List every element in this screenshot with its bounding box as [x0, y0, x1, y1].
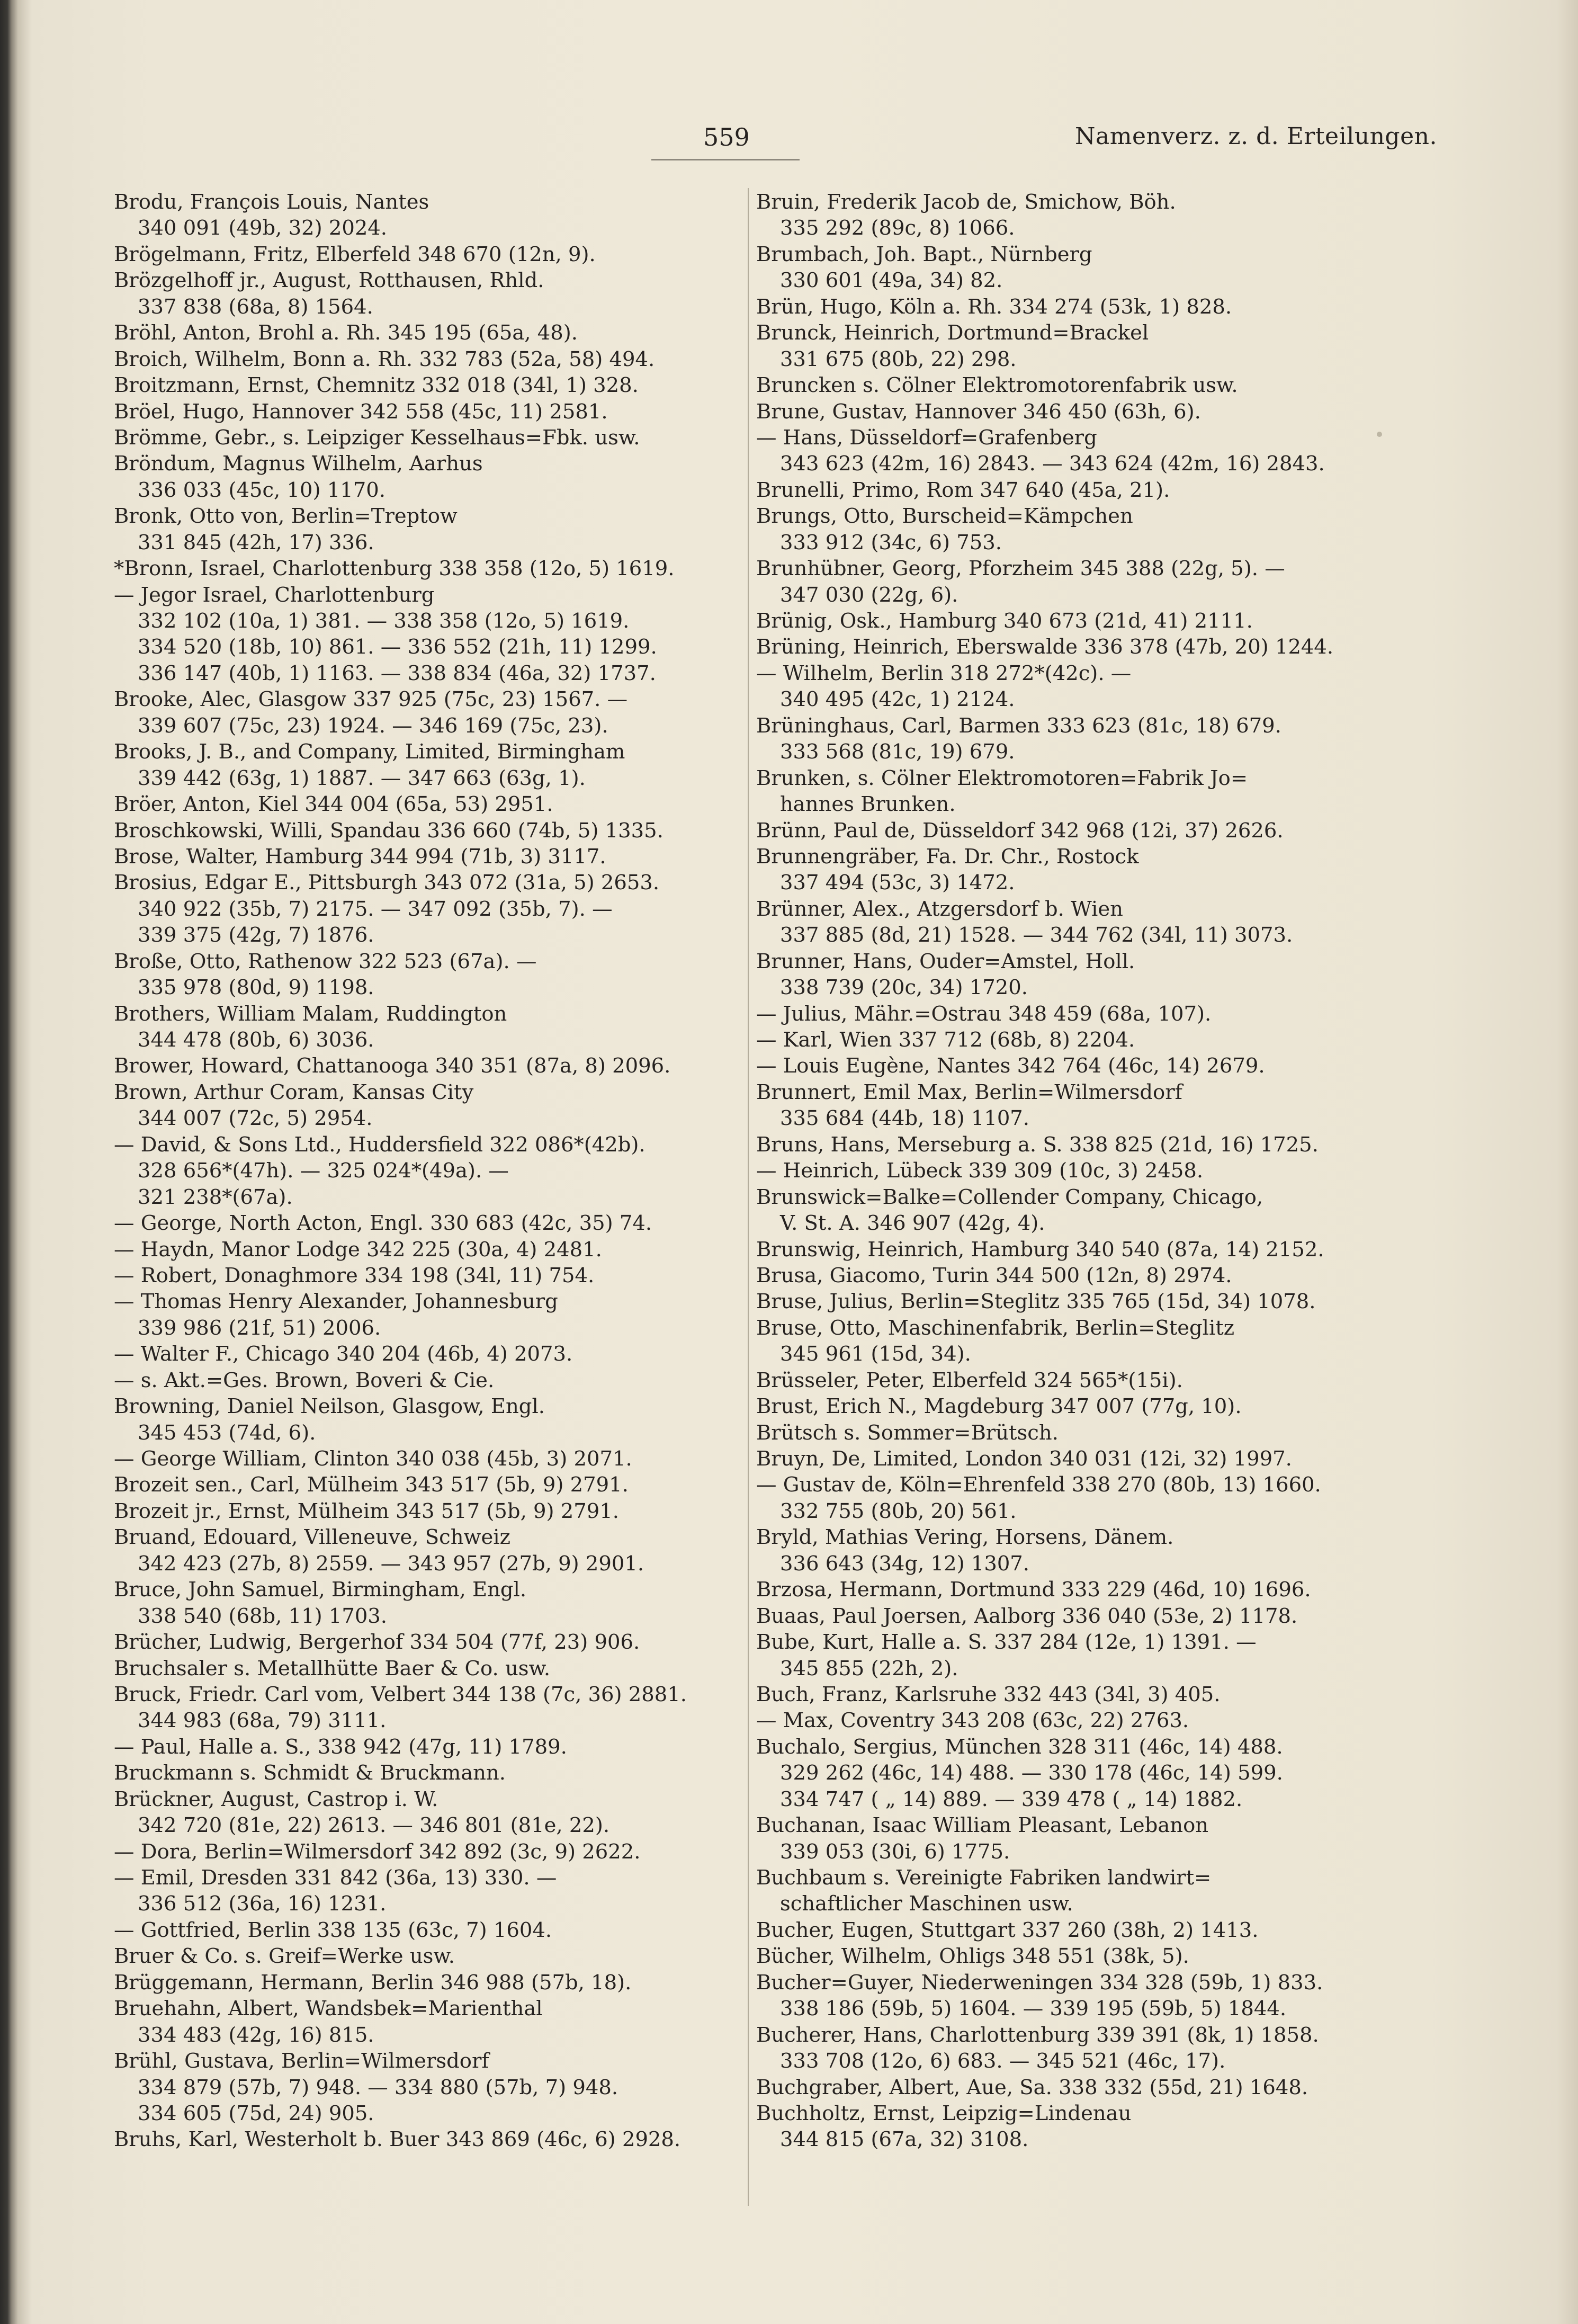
entry-continuation-line: 336 147 (40b, 1) 1163. — 338 834 (46a, 32) 1737.	[138, 661, 656, 685]
entry-line: Brune, Gustav, Hannover 346 450 (63h, 6).	[756, 399, 1201, 424]
entry-continuation-line: 342 720 (81e, 22) 2613. — 346 801 (81e, 22).	[138, 1813, 610, 1838]
entry-line: Brückner, August, Castrop i. W.	[114, 1787, 438, 1811]
entry-continuation-line: 344 983 (68a, 79) 3111.	[138, 1709, 387, 1733]
entry-line: Brungs, Otto, Burscheid=Kämpchen	[756, 504, 1133, 529]
entry-line: — George William, Clinton 340 038 (45b, 3) 2071.	[114, 1447, 632, 1471]
entry-continuation-line: 340 091 (49b, 32) 2024.	[138, 216, 388, 240]
entry-line: Bucher=Guyer, Niederweningen 334 328 (59b, 1) 833.	[756, 1970, 1323, 1995]
entry-line: Brooks, J. B., and Company, Limited, Birmingham	[114, 740, 625, 764]
entry-continuation-line: 343 623 (42m, 16) 2843. — 343 624 (42m, 16) 2843.	[780, 452, 1325, 476]
entry-line: Brown, Arthur Coram, Kansas City	[114, 1080, 474, 1104]
entry-continuation-line: 344 007 (72c, 5) 2954.	[138, 1106, 373, 1131]
entry-line: Bronk, Otto von, Berlin=Treptow	[114, 504, 458, 529]
entry-continuation-line: 339 607 (75c, 23) 1924. — 346 169 (75c, 23).	[138, 713, 608, 738]
entry-line: Broich, Wilhelm, Bonn a. Rh. 332 783 (52a, 58) 494.	[114, 347, 655, 371]
entry-continuation-line: 337 494 (53c, 3) 1472.	[780, 871, 1015, 895]
entry-continuation-line: 339 442 (63g, 1) 1887. — 347 663 (63g, 1).	[138, 766, 586, 790]
entry-continuation-line: 338 186 (59b, 5) 1604. — 339 195 (59b, 5) 1844.	[780, 1997, 1287, 2021]
entry-line: — Wilhelm, Berlin 318 272*(42c). —	[756, 661, 1132, 685]
entry-line: Brunnengräber, Fa. Dr. Chr., Rostock	[756, 844, 1139, 869]
entry-line: Brüsseler, Peter, Elberfeld 324 565*(15i).	[756, 1368, 1183, 1392]
entry-continuation-line: 334 483 (42g, 16) 815.	[138, 2023, 374, 2047]
entry-line: Buaas, Paul Joersen, Aalborg 336 040 (53e, 2) 1178.	[756, 1604, 1298, 1628]
entry-continuation-line: 329 262 (46c, 14) 488. — 330 178 (46c, 14) 599.	[780, 1761, 1283, 1785]
entry-line: Brunken, s. Cölner Elektromotoren=Fabrik Jo=	[756, 766, 1248, 790]
entry-line: Brodu, François Louis, Nantes	[114, 190, 429, 214]
entry-line: Brühl, Gustava, Berlin=Wilmersdorf	[114, 2049, 489, 2073]
entry-line: Bruse, Otto, Maschinenfabrik, Berlin=Steglitz	[756, 1316, 1235, 1340]
entry-line: — Karl, Wien 337 712 (68b, 8) 2204.	[756, 1028, 1135, 1052]
entry-line: Bröndum, Magnus Wilhelm, Aarhus	[114, 452, 483, 476]
entry-continuation-line: 333 568 (81c, 19) 679.	[780, 740, 1015, 764]
entry-continuation-line: 331 675 (80b, 22) 298.	[780, 347, 1017, 371]
entry-line: Brower, Howard, Chattanooga 340 351 (87a, 8) 2096.	[114, 1054, 671, 1078]
entry-continuation-line: 337 838 (68a, 8) 1564.	[138, 294, 373, 319]
entry-line: — Walter F., Chicago 340 204 (46b, 4) 2073.	[114, 1342, 573, 1366]
entry-line: Buchholtz, Ernst, Leipzig=Lindenau	[756, 2101, 1132, 2125]
entry-continuation-line: hannes Brunken.	[780, 792, 956, 817]
entry-line: Brust, Erich N., Magdeburg 347 007 (77g, 10).	[756, 1395, 1242, 1419]
entry-line: — George, North Acton, Engl. 330 683 (42c, 35) 74.	[114, 1211, 652, 1236]
entry-continuation-line: 345 855 (22h, 2).	[780, 1656, 958, 1681]
entry-line: Bruyn, De, Limited, London 340 031 (12i, 32) 1997.	[756, 1447, 1292, 1471]
entry-line: Bruand, Edouard, Villeneuve, Schweiz	[114, 1525, 510, 1550]
entry-line: — Louis Eugène, Nantes 342 764 (46c, 14) 2679.	[756, 1054, 1265, 1078]
column-divider	[748, 188, 749, 2206]
entry-line: Broschkowski, Willi, Spandau 336 660 (74b, 5) 1335.	[114, 818, 664, 843]
entry-continuation-line: 339 375 (42g, 7) 1876.	[138, 923, 374, 948]
entry-line: — Robert, Donaghmore 334 198 (34l, 11) 754.	[114, 1263, 595, 1288]
entry-continuation-line: 340 922 (35b, 7) 2175. — 347 092 (35b, 7). —	[138, 897, 613, 921]
entry-line: Bruehahn, Albert, Wandsbek=Marienthal	[114, 1997, 543, 2021]
entry-continuation-line: 347 030 (22g, 6).	[780, 583, 958, 607]
entry-line: Bröel, Hugo, Hannover 342 558 (45c, 11) 2581.	[114, 399, 608, 424]
entry-line: — s. Akt.=Ges. Brown, Boveri & Cie.	[114, 1368, 495, 1392]
entry-line: — Paul, Halle a. S., 338 942 (47g, 11) 1789.	[114, 1735, 567, 1759]
entry-line: Bruhs, Karl, Westerholt b. Buer 343 869 (46c, 6) 2928.	[114, 2128, 681, 2152]
entry-line: Brunelli, Primo, Rom 347 640 (45a, 21).	[756, 478, 1170, 502]
entry-line: Brütsch s. Sommer=Brütsch.	[756, 1420, 1059, 1445]
entry-line: — Gustav de, Köln=Ehrenfeld 338 270 (80b, 13) 1660.	[756, 1473, 1321, 1497]
entry-continuation-line: 330 601 (49a, 34) 82.	[780, 269, 1003, 293]
entry-continuation-line: 344 815 (67a, 32) 3108.	[780, 2128, 1029, 2152]
entry-line: Brüninghaus, Carl, Barmen 333 623 (81c, 18) 679.	[756, 713, 1281, 738]
entry-line: Brose, Walter, Hamburg 344 994 (71b, 3) 3117.	[114, 844, 606, 869]
entry-line: — Max, Coventry 343 208 (63c, 22) 2763.	[756, 1709, 1189, 1733]
entry-line: Brömme, Gebr., s. Leipziger Kesselhaus=Fbk. usw.	[114, 425, 640, 450]
page-header	[0, 123, 1578, 160]
entry-line: Brumbach, Joh. Bapt., Nürnberg	[756, 242, 1092, 266]
left-column	[114, 189, 728, 2153]
entry-line: Bruck, Friedr. Carl vom, Velbert 344 138 (7c, 36) 2881.	[114, 1682, 687, 1706]
entry-line: Brunswick=Balke=Collender Company, Chicago,	[756, 1185, 1263, 1209]
entry-line: Bube, Kurt, Halle a. S. 337 284 (12e, 1) 1391. —	[756, 1630, 1257, 1655]
entry-continuation-line: 321 238*(67a).	[138, 1185, 293, 1209]
entry-continuation-line: 335 684 (44b, 18) 1107.	[780, 1106, 1030, 1131]
entry-line: Brunswig, Heinrich, Hamburg 340 540 (87a, 14) 2152.	[756, 1237, 1324, 1262]
entry-continuation-line: 344 478 (80b, 6) 3036.	[138, 1028, 374, 1052]
entry-line: Bryld, Mathias Vering, Horsens, Dänem.	[756, 1525, 1174, 1550]
entry-line: Buch, Franz, Karlsruhe 332 443 (34l, 3) 405.	[756, 1682, 1221, 1706]
entry-line: Browning, Daniel Neilson, Glasgow, Engl.	[114, 1395, 545, 1419]
entry-line: — Thomas Henry Alexander, Johannesburg	[114, 1290, 558, 1314]
entry-line: Brüning, Heinrich, Eberswalde 336 378 (47b, 20) 1244.	[756, 635, 1334, 659]
entry-line: Brothers, William Malam, Ruddington	[114, 1002, 507, 1026]
entry-continuation-line: 345 961 (15d, 34).	[780, 1342, 971, 1366]
entry-continuation-line: 334 605 (75d, 24) 905.	[138, 2101, 374, 2125]
entry-line: Brooke, Alec, Glasgow 337 925 (75c, 23) 1567. —	[114, 687, 628, 712]
entry-continuation-line: 334 747 ( „ 14) 889. — 339 478 ( „ 14) 1882.	[780, 1787, 1243, 1811]
entry-line: Brözgelhoff jr., August, Rotthausen, Rhld.	[114, 269, 544, 293]
right-column	[756, 189, 1378, 2153]
entry-continuation-line: 332 102 (10a, 1) 381. — 338 358 (12o, 5) 1619.	[138, 609, 630, 633]
entry-line: — Hans, Düsseldorf=Grafenberg	[756, 425, 1097, 450]
entry-line: Brosius, Edgar E., Pittsburgh 343 072 (31a, 5) 2653.	[114, 871, 660, 895]
entry-line: Brozeit jr., Ernst, Mülheim 343 517 (5b, 9) 2791.	[114, 1499, 620, 1523]
entry-continuation-line: 339 053 (30i, 6) 1775.	[780, 1839, 1010, 1864]
entry-continuation-line: 340 495 (42c, 1) 2124.	[780, 687, 1015, 712]
entry-continuation-line: 338 739 (20c, 34) 1720.	[780, 976, 1028, 1000]
entry-line: Bruncken s. Cölner Elektromotorenfabrik usw.	[756, 373, 1238, 398]
entry-line: — Dora, Berlin=Wilmersdorf 342 892 (3c, 9) 2622.	[114, 1839, 641, 1864]
entry-continuation-line: 337 885 (8d, 21) 1528. — 344 762 (34l, 11) 3073.	[780, 923, 1293, 948]
entry-line: Buchanan, Isaac William Pleasant, Lebanon	[756, 1813, 1209, 1838]
entry-continuation-line: 336 643 (34g, 12) 1307.	[780, 1551, 1030, 1576]
entry-continuation-line: 333 708 (12o, 6) 683. — 345 521 (46c, 17).	[780, 2049, 1226, 2073]
entry-line: Brücher, Ludwig, Bergerhof 334 504 (77f, 23) 906.	[114, 1630, 640, 1655]
entry-continuation-line: 334 879 (57b, 7) 948. — 334 880 (57b, 7) 948.	[138, 2075, 618, 2099]
entry-line: — Julius, Mähr.=Ostrau 348 459 (68a, 107).	[756, 1002, 1212, 1026]
entry-line: *Bronn, Israel, Charlottenburg 338 358 (12o, 5) 1619.	[114, 557, 675, 581]
entry-continuation-line: 331 845 (42h, 17) 336.	[138, 530, 374, 555]
entry-line: Buchalo, Sergius, München 328 311 (46c, 14) 488.	[756, 1735, 1283, 1759]
entry-continuation-line: 336 512 (36a, 16) 1231.	[138, 1892, 387, 1916]
entry-continuation-line: 345 453 (74d, 6).	[138, 1420, 316, 1445]
entry-line: Brünig, Osk., Hamburg 340 673 (21d, 41) 2111.	[756, 609, 1253, 633]
header-rule	[651, 159, 800, 160]
entry-continuation-line: 338 540 (68b, 11) 1703.	[138, 1604, 388, 1628]
entry-line: Brozeit sen., Carl, Mülheim 343 517 (5b, 9) 2791.	[114, 1473, 629, 1497]
entry-line: Bruse, Julius, Berlin=Steglitz 335 765 (15d, 34) 1078.	[756, 1290, 1316, 1314]
entry-continuation-line: schaftlicher Maschinen usw.	[780, 1892, 1073, 1916]
entry-line: Brunnert, Emil Max, Berlin=Wilmersdorf	[756, 1080, 1182, 1104]
running-head: Namenverz. z. d. Erteilungen.	[1075, 123, 1437, 150]
entry-continuation-line: V. St. A. 346 907 (42g, 4).	[780, 1211, 1045, 1236]
paper-speck	[1377, 432, 1382, 437]
entry-line: Bruce, John Samuel, Birmingham, Engl.	[114, 1578, 527, 1602]
entry-line: Brünn, Paul de, Düsseldorf 342 968 (12i, 37) 2626.	[756, 818, 1284, 843]
entry-line: — Haydn, Manor Lodge 342 225 (30a, 4) 2481.	[114, 1237, 602, 1262]
entry-line: Brünner, Alex., Atzgersdorf b. Wien	[756, 897, 1123, 921]
entry-line: Bruer & Co. s. Greif=Werke usw.	[114, 1944, 455, 1969]
entry-continuation-line: 335 978 (80d, 9) 1198.	[138, 976, 374, 1000]
entry-line: Brunck, Heinrich, Dortmund=Brackel	[756, 321, 1149, 345]
entry-line: Buchbaum s. Vereinigte Fabriken landwirt=	[756, 1866, 1212, 1890]
entry-line: Brögelmann, Fritz, Elberfeld 348 670 (12n, 9).	[114, 242, 596, 266]
entry-line: Broße, Otto, Rathenow 322 523 (67a). —	[114, 949, 537, 973]
entry-line: — David, & Sons Ltd., Huddersfield 322 086*(42b).	[114, 1132, 645, 1157]
entry-continuation-line: 334 520 (18b, 10) 861. — 336 552 (21h, 11) 1299.	[138, 635, 657, 659]
entry-line: Brunhübner, Georg, Pforzheim 345 388 (22g, 5). —	[756, 557, 1285, 581]
entry-line: Broitzmann, Ernst, Chemnitz 332 018 (34l, 1) 328.	[114, 373, 639, 398]
entry-continuation-line: 332 755 (80b, 20) 561.	[780, 1499, 1017, 1523]
entry-line: Buchgraber, Albert, Aue, Sa. 338 332 (55d, 21) 1648.	[756, 2075, 1308, 2099]
page-number: 559	[703, 123, 750, 151]
entry-line: Bröhl, Anton, Brohl a. Rh. 345 195 (65a, 48).	[114, 321, 578, 345]
entry-continuation-line: 333 912 (34c, 6) 753.	[780, 530, 1002, 555]
entry-line: Bruchsaler s. Metallhütte Baer & Co. usw.	[114, 1656, 551, 1681]
entry-continuation-line: 335 292 (89c, 8) 1066.	[780, 216, 1015, 240]
entry-line: Bucherer, Hans, Charlottenburg 339 391 (8k, 1) 1858.	[756, 2023, 1319, 2047]
entry-continuation-line: 339 986 (21f, 51) 2006.	[138, 1316, 381, 1340]
entry-line: — Heinrich, Lübeck 339 309 (10c, 3) 2458.	[756, 1159, 1204, 1183]
entry-line: — Jegor Israel, Charlottenburg	[114, 583, 435, 607]
entry-line: Brüggemann, Hermann, Berlin 346 988 (57b, 18).	[114, 1970, 632, 1995]
entry-line: Bucher, Eugen, Stuttgart 337 260 (38h, 2) 1413.	[756, 1918, 1259, 1942]
entry-line: Bruns, Hans, Merseburg a. S. 338 825 (21d, 16) 1725.	[756, 1132, 1319, 1157]
entry-line: — Emil, Dresden 331 842 (36a, 13) 330. —	[114, 1866, 557, 1890]
entry-line: Brün, Hugo, Köln a. Rh. 334 274 (53k, 1) 828.	[756, 294, 1232, 319]
entry-continuation-line: 328 656*(47h). — 325 024*(49a). —	[138, 1159, 509, 1183]
entry-line: — Gottfried, Berlin 338 135 (63c, 7) 1604.	[114, 1918, 552, 1942]
entry-continuation-line: 336 033 (45c, 10) 1170.	[138, 478, 385, 502]
entry-line: Brunner, Hans, Ouder=Amstel, Holl.	[756, 949, 1135, 973]
entry-line: Bücher, Wilhelm, Ohligs 348 551 (38k, 5).	[756, 1944, 1189, 1969]
entry-line: Brusa, Giacomo, Turin 344 500 (12n, 8) 2974.	[756, 1263, 1232, 1288]
entry-line: Bröer, Anton, Kiel 344 004 (65a, 53) 2951.	[114, 792, 553, 817]
entry-line: Brzosa, Hermann, Dortmund 333 229 (46d, 10) 1696.	[756, 1578, 1311, 1602]
entry-continuation-line: 342 423 (27b, 8) 2559. — 343 957 (27b, 9) 2901.	[138, 1551, 644, 1576]
entry-line: Bruin, Frederik Jacob de, Smichow, Böh.	[756, 190, 1176, 214]
entry-line: Bruckmann s. Schmidt & Bruckmann.	[114, 1761, 506, 1785]
